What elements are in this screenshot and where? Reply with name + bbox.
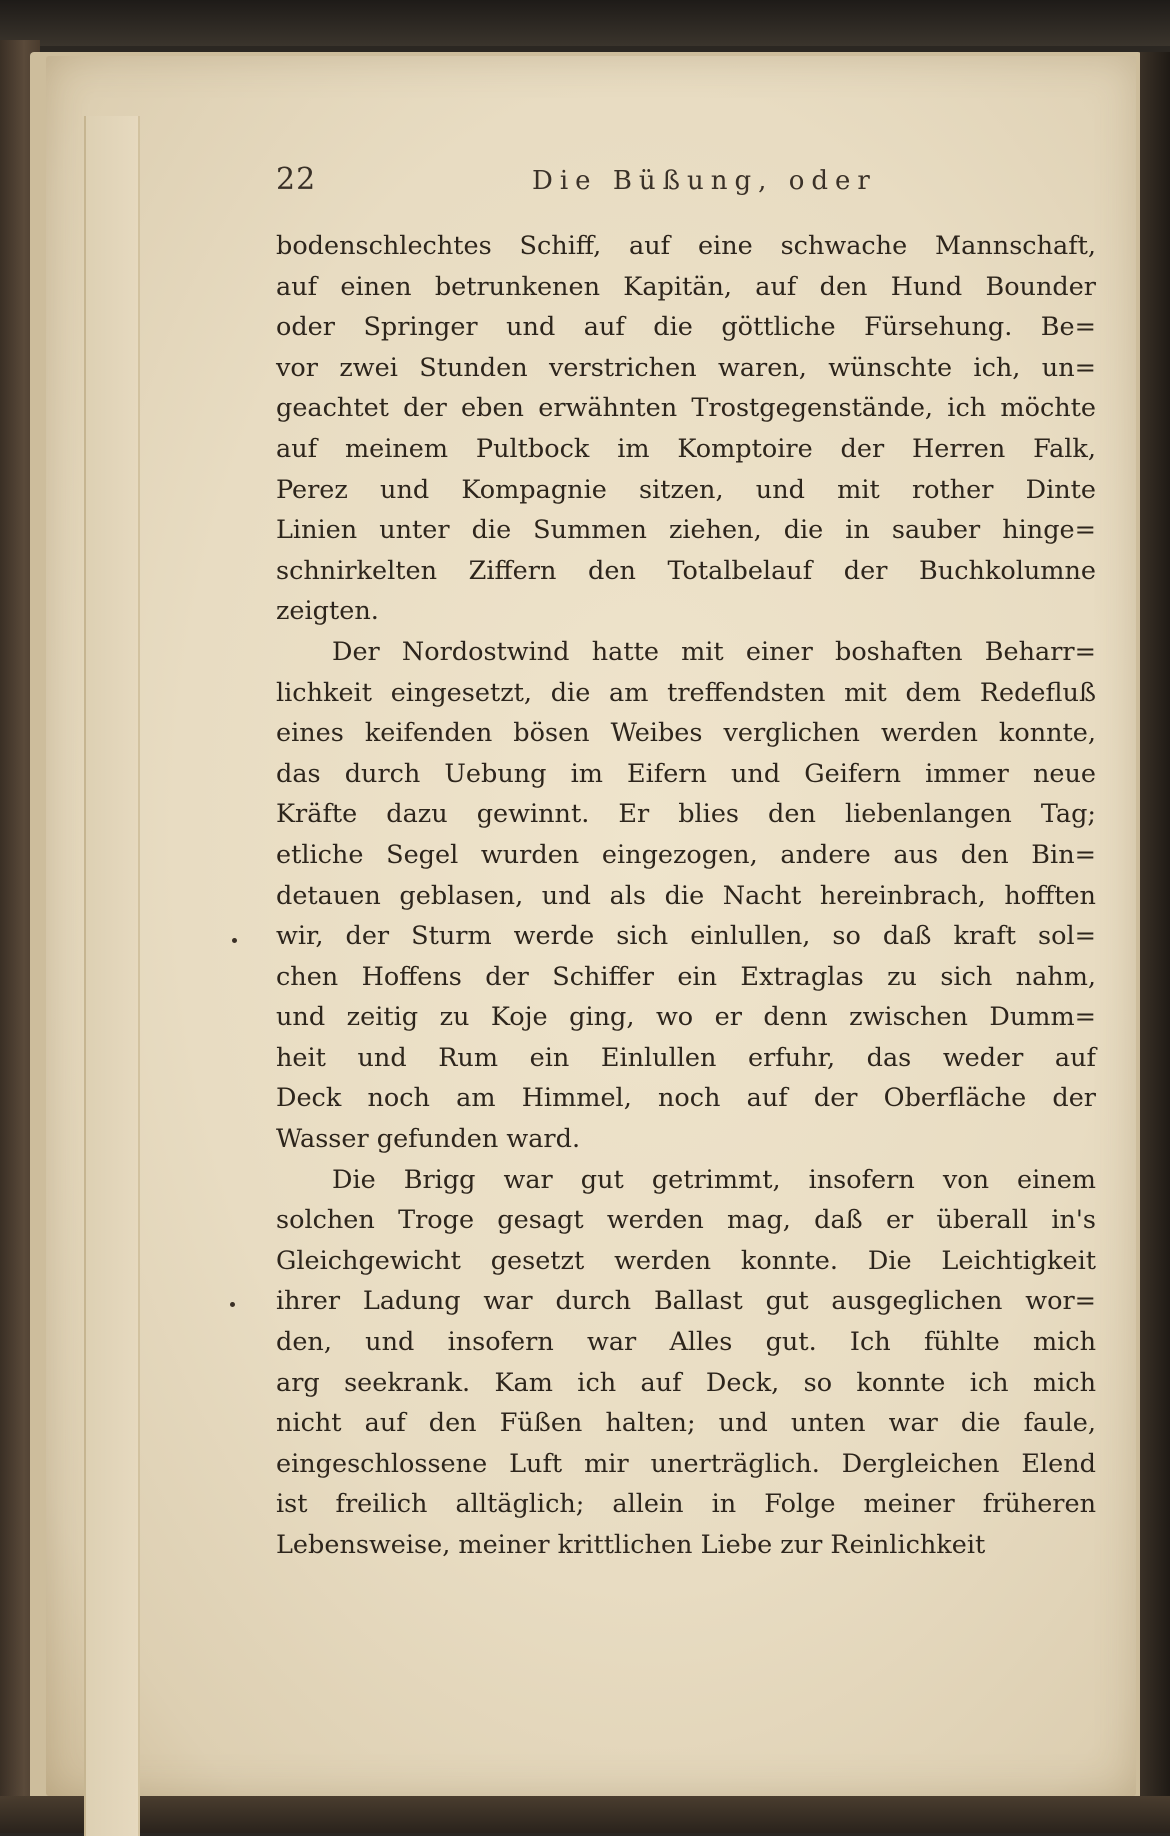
text-line: auf meinem Pultbock im Komptoire der Herren Falk, [276, 433, 1096, 464]
gutter-fold [84, 116, 140, 1836]
text-line: wir, der Sturm werde sich einlullen, so daß kraft sol= [276, 921, 1096, 952]
book-bottom-edge [0, 1796, 1170, 1833]
text-line: Gleichgewicht gesetzt werden konnte. Die Leichtigkeit [276, 1245, 1096, 1276]
text-line: detauen geblasen, und als die Nacht hereinbrach, hofften [276, 880, 1096, 911]
text-line: Wasser gefunden ward. [276, 1124, 581, 1155]
book-right-edge [1140, 52, 1170, 1833]
text-line: bodenschlechtes Schiff, auf eine schwache Mannschaft, [276, 231, 1096, 261]
text-line: oder Springer und auf die göttliche Fürsehung. Be= [276, 312, 1096, 343]
text-line: vor zwei Stunden verstrichen waren, wünschte ich, un= [276, 352, 1096, 383]
text-line: arg seekrank. Kam ich auf Deck, so konnte ich mich [276, 1367, 1096, 1398]
text-line: auf einen betrunkenen Kapitän, auf den Hund Bounder [276, 271, 1096, 302]
text-line: und zeitig zu Koje ging, wo er denn zwischen Dumm= [276, 1002, 1096, 1033]
text-line: lichkeit eingesetzt, die am treffendsten mit dem Redefluß [276, 677, 1096, 708]
text-line: nicht auf den Füßen halten; und unten war die faule, [276, 1408, 1096, 1439]
text-line: eingeschlossene Luft mir unerträglich. Dergleichen Elend [276, 1448, 1096, 1479]
text-line: Die Brigg war gut getrimmt, insofern von einem [332, 1164, 1096, 1195]
text-line: Linien unter die Summen ziehen, die in sauber hinge= [276, 515, 1096, 546]
ink-fleck [230, 1302, 235, 1307]
text-line: eines keifenden bösen Weibes verglichen werden konnte, [276, 718, 1096, 749]
paragraph [276, 1160, 1096, 1566]
text-line: solchen Troge gesagt werden mag, daß er überall in's [276, 1205, 1096, 1236]
text-line: Lebensweise, meiner krittlichen Liebe zur Reinlichkeit [276, 1530, 986, 1560]
text-line: den, und insofern war Alles gut. Ich fühlte mich [276, 1327, 1096, 1358]
text-line: Der Nordostwind hatte mit einer boshaften Beharr= [332, 636, 1096, 667]
text-line: Perez und Kompagnie sitzen, und mit rother Dinte [276, 474, 1096, 505]
body-text [276, 226, 1096, 1566]
page-header [272, 160, 1112, 210]
ink-fleck [232, 938, 237, 943]
paragraph [276, 632, 1096, 1160]
text-line: ist freilich alltäglich; allein in Folge meiner früheren [276, 1489, 1096, 1520]
page-number: 22 [276, 162, 317, 197]
text-line: heit und Rum ein Einlullen erfuhr, das weder auf [276, 1042, 1096, 1073]
text-line: ihrer Ladung war durch Ballast gut ausgeglichen wor= [276, 1286, 1096, 1317]
text-line: das durch Uebung im Eifern und Geifern immer neue [276, 758, 1096, 789]
running-head: Die Büßung, oder [532, 166, 877, 196]
text-line: Kräfte dazu gewinnt. Er blies den liebenlangen Tag; [276, 799, 1096, 830]
book-top-edge [0, 0, 1170, 46]
text-line: Deck noch am Himmel, noch auf der Oberfläche der [276, 1083, 1096, 1114]
text-line: zeigten. [276, 596, 379, 627]
text-line: chen Hoffens der Schiffer ein Extraglas zu sich nahm, [276, 961, 1096, 992]
text-line: etliche Segel wurden eingezogen, andere aus den Bin= [276, 839, 1096, 870]
text-line: schnirkelten Ziffern den Totalbelauf der Buchkolumne [276, 555, 1096, 586]
text-line: geachtet der eben erwähnten Trostgegenstände, ich möchte [276, 393, 1096, 424]
paragraph [276, 226, 1096, 632]
